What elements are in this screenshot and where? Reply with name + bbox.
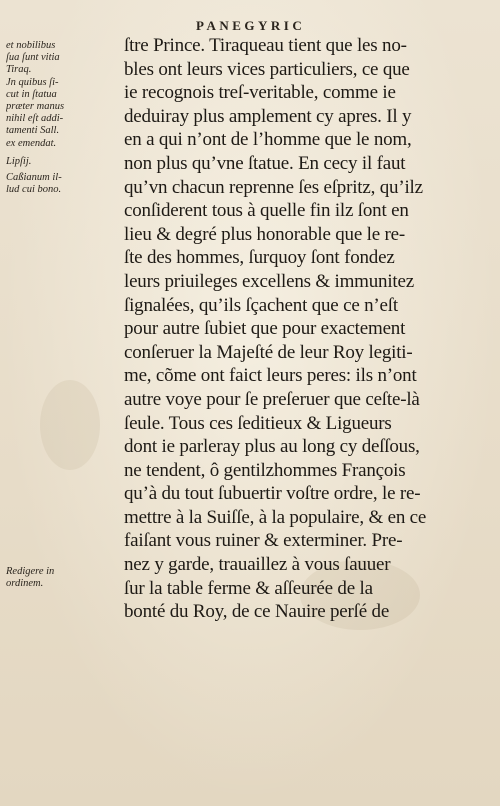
- marginal-note-line: lud cui bono.: [6, 184, 62, 196]
- marginal-note-line: Lipſij.: [6, 155, 32, 167]
- marginal-note-line: tamenti Sall.: [6, 125, 60, 137]
- marginal-note-line: ordinem.: [6, 578, 44, 590]
- text-line: ſte des hommes, ſurquoy ſont fondez: [124, 247, 395, 269]
- marginal-note-1: [6, 40, 92, 196]
- marginal-note-line: nihil eſt addi-: [6, 113, 64, 125]
- text-line: faiſant vous ruiner & exterminer. Pre-: [124, 530, 403, 552]
- marginal-note-line: cut in ſtatua: [6, 88, 57, 100]
- text-line: bonté du Roy, de ce Nauire perſé de: [124, 601, 390, 623]
- text-line: qu’à du tout ſubuertir voſtre ordre, le re-: [124, 483, 421, 505]
- text-line: ſtre Prince. Tiraqueau tient que les no-: [124, 35, 407, 56]
- marginal-note-line: Redigere in: [6, 566, 55, 577]
- marginal-note-2: [6, 566, 92, 590]
- marginal-note-line: et nobilibus: [6, 40, 56, 51]
- text-line: conſiderent tous à quelle fin ilz ſont en: [124, 200, 409, 222]
- paper-stain: [40, 380, 100, 470]
- running-title: PANEGYRIC: [196, 18, 306, 33]
- text-line: ſignalées, qu’ils ſçachent que ce n’eſt: [124, 294, 398, 316]
- text-line: ne tendent, ô gentilzhommes François: [124, 459, 406, 481]
- text-line: autre voye pour ſe preſeruer que ceſte-là: [124, 388, 420, 410]
- text-line: leurs priuileges excellens & immunitez: [124, 270, 414, 292]
- text-line: conſeruer la Majeſté de leur Roy legiti-: [124, 341, 413, 363]
- marginal-note-line: ſua ſunt vitia: [6, 52, 60, 64]
- text-line: mettre à la Suiſſe, à la populaire, & en ce: [124, 506, 427, 528]
- marginal-note-line: Jn quibus ſi-: [6, 76, 59, 88]
- marginal-note-line: ex emendat.: [6, 137, 57, 149]
- text-line: pour autre ſubiet que pour exactement: [124, 318, 406, 340]
- body-text: [124, 34, 494, 624]
- marginal-note-line: Tiraq.: [6, 64, 32, 76]
- text-line: ſeule. Tous ces ſeditieux & Ligueurs: [124, 412, 392, 434]
- text-line: lieu & degré plus honorable que le re-: [124, 223, 405, 245]
- text-line: ſur la table ferme & aſſeurée de la: [124, 577, 373, 599]
- text-line: en a qui n’ont de l’homme que le nom,: [124, 129, 412, 151]
- text-line: ie recognois treſ-veritable, comme ie: [124, 82, 396, 104]
- text-line: me, cõme ont faict leurs peres: ils n’ont: [124, 365, 417, 387]
- text-line: nez y garde, trauaillez à vous ſauuer: [124, 554, 391, 576]
- marginal-note-line: Caßianum il-: [6, 172, 62, 184]
- text-line: non plus qu’vne ſtatue. En cecy il faut: [124, 152, 406, 174]
- text-line: deduiray plus amplement cy apres. Il y: [124, 105, 412, 127]
- text-line: bles ont leurs vices particuliers, ce que: [124, 58, 410, 80]
- marginal-note-line: præter manus: [6, 101, 65, 113]
- text-line: dont ie parleray plus au long cy deſſous,: [124, 436, 420, 458]
- text-line: qu’vn chacun reprenne ſes eſpritz, qu’ilz: [124, 176, 423, 198]
